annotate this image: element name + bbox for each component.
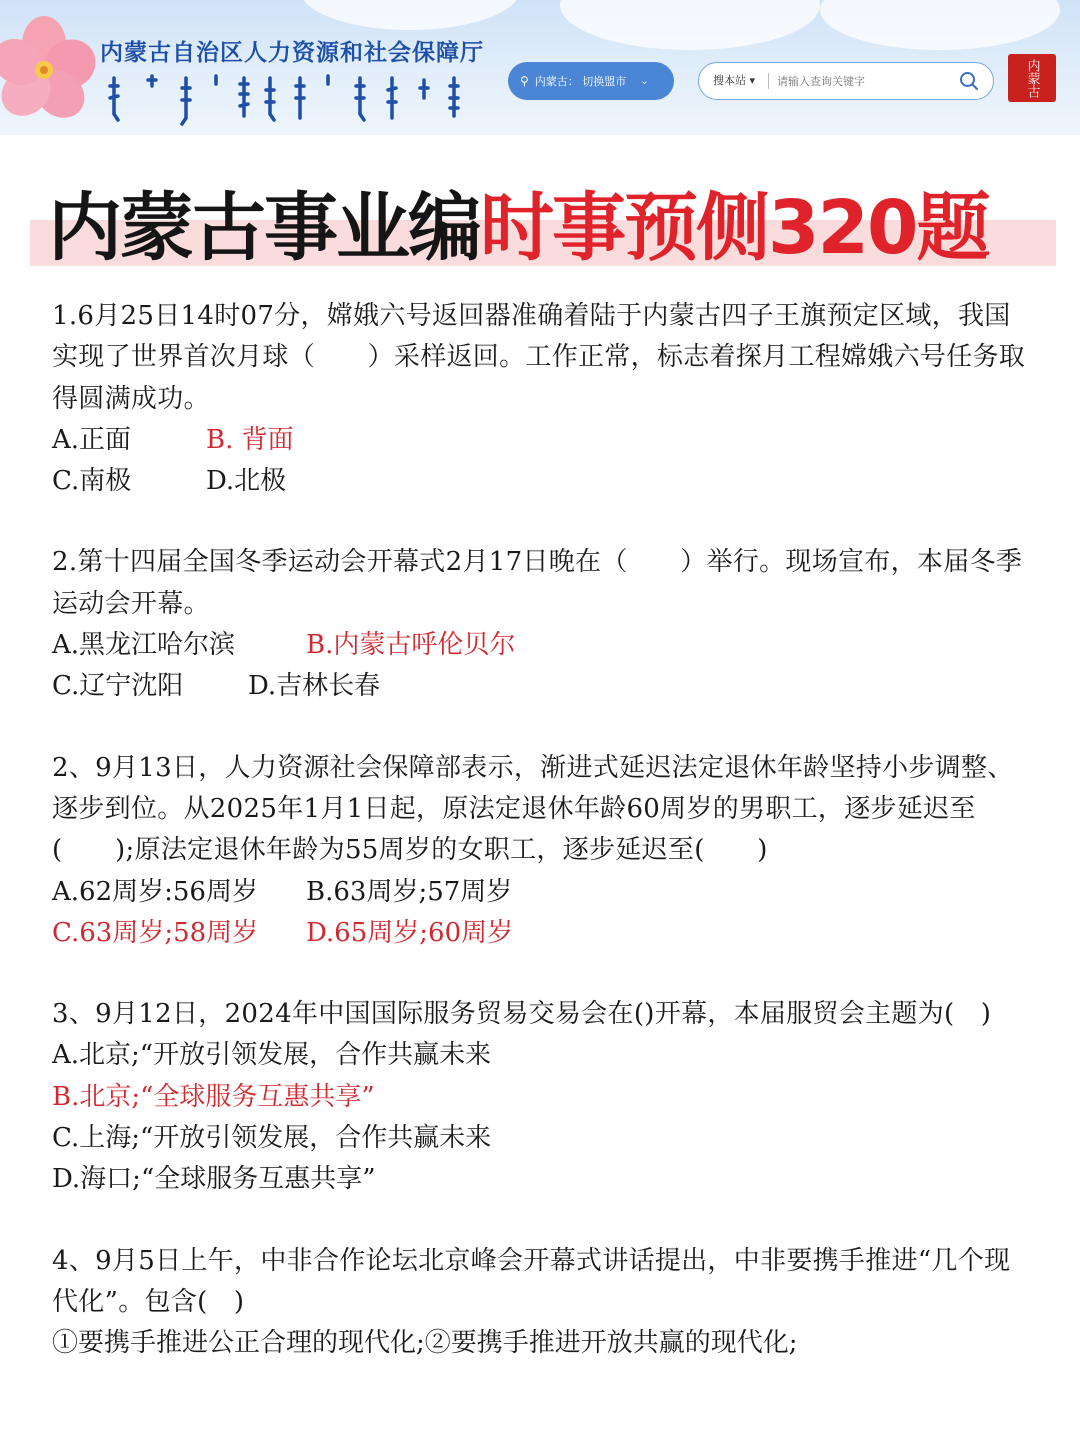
question-item bbox=[52, 542, 1032, 707]
option-row bbox=[52, 872, 1032, 913]
option-b-answer: B.内蒙古呼伦贝尔 bbox=[306, 630, 516, 661]
question-item bbox=[52, 296, 1032, 502]
search-icon[interactable] bbox=[959, 71, 979, 91]
cloud-decoration bbox=[300, 0, 520, 30]
search-input[interactable] bbox=[769, 75, 944, 88]
search-scope-dropdown[interactable]: 搜本站 ▾ bbox=[699, 73, 769, 89]
option-a: A.62周岁:56周岁 bbox=[52, 876, 258, 907]
title-part-black: 内蒙古事业编 bbox=[48, 185, 480, 271]
question-text: 3、9月12日，2024年中国国际服务贸易交易会在()开幕，本届服贸会主题为( ) bbox=[52, 999, 992, 1030]
question-text: 2、9月13日，人力资源社会保障部表示，渐进式延迟法定退休年龄坚持小步调整、逐步到位。从2025年1月1日起，原法定退休年龄60周岁的男职工，逐步延迟至( );原法定退休年龄为55周岁的女职工，逐步延迟至( ) bbox=[52, 752, 1014, 866]
user-location-icon: ⚲ bbox=[520, 74, 529, 88]
option-a: A.正面 bbox=[52, 424, 132, 455]
option-statements: ①要携手推进公正合理的现代化;②要携手推进开放共赢的现代化; bbox=[52, 1328, 798, 1359]
option-row bbox=[52, 666, 1032, 707]
option-row bbox=[52, 1323, 1032, 1364]
option-row bbox=[52, 1159, 1032, 1200]
headline-section bbox=[0, 165, 1080, 275]
option-row bbox=[52, 1035, 1032, 1076]
chevron-down-icon: ⌄ bbox=[640, 75, 649, 87]
question-item bbox=[52, 994, 1032, 1200]
option-d-answer: D.65周岁;60周岁 bbox=[306, 917, 514, 948]
option-row bbox=[52, 625, 1032, 666]
option-d: D.北极 bbox=[206, 466, 287, 497]
site-search-bar bbox=[698, 62, 994, 100]
option-c: C.辽宁沈阳 bbox=[52, 671, 184, 702]
site-header-banner bbox=[0, 0, 1080, 135]
site-title[interactable]: 内蒙古自治区人力资源和社会保障厅 bbox=[100, 40, 484, 66]
option-row bbox=[52, 461, 1032, 502]
option-row bbox=[52, 1118, 1032, 1159]
question-list bbox=[52, 296, 1032, 1365]
option-b-answer: B. 背面 bbox=[206, 424, 294, 455]
title-part-red: 时事预侧320题 bbox=[480, 185, 989, 271]
red-seal-logo: 内蒙古 bbox=[1008, 54, 1056, 102]
region-switch-button[interactable] bbox=[508, 62, 674, 100]
option-d: D.海口;“全球服务互惠共享” bbox=[52, 1164, 376, 1195]
option-c-answer: C.63周岁;58周岁 bbox=[52, 917, 259, 948]
option-row bbox=[52, 420, 1032, 461]
cloud-decoration bbox=[820, 0, 1060, 50]
question-text: 2.第十四届全国冬季运动会开幕式2月17日晚在（ ）举行。现场宣布，本届冬季运动会开幕。 bbox=[52, 547, 1023, 619]
option-row bbox=[52, 913, 1032, 954]
option-d: D.吉林长春 bbox=[248, 671, 381, 702]
page-title bbox=[48, 169, 988, 275]
question-item bbox=[52, 748, 1032, 954]
question-text: 1.6月25日14时07分，嫦娥六号返回器准确着陆于内蒙古四子王旗预定区域，我国实现了世界首次月球（ ）采样返回。工作正常，标志着探月工程嫦娥六号任务取得圆满成功。 bbox=[52, 301, 1026, 414]
option-c: C.南极 bbox=[52, 466, 132, 497]
region-switch-label: 内蒙古： 切换盟市 bbox=[534, 75, 627, 88]
option-row bbox=[52, 1077, 1032, 1118]
cloud-decoration bbox=[560, 0, 820, 50]
mongolian-script-logo bbox=[104, 70, 494, 128]
question-item bbox=[52, 1241, 1032, 1365]
flower-logo-icon bbox=[0, 12, 114, 122]
option-a: A.北京;“开放引领发展，合作共赢未来 bbox=[52, 1040, 492, 1071]
option-a: A.黑龙江哈尔滨 bbox=[52, 630, 236, 661]
question-text: 4、9月5日上午，中非合作论坛北京峰会开幕式讲话提出，中非要携手推进“几个现代化”。包含( ) bbox=[52, 1245, 1011, 1317]
option-c: C.上海;“开放引领发展，合作共赢未来 bbox=[52, 1123, 492, 1154]
option-b-answer: B.北京;“全球服务互惠共享” bbox=[52, 1081, 375, 1112]
option-b: B.63周岁;57周岁 bbox=[306, 876, 513, 907]
